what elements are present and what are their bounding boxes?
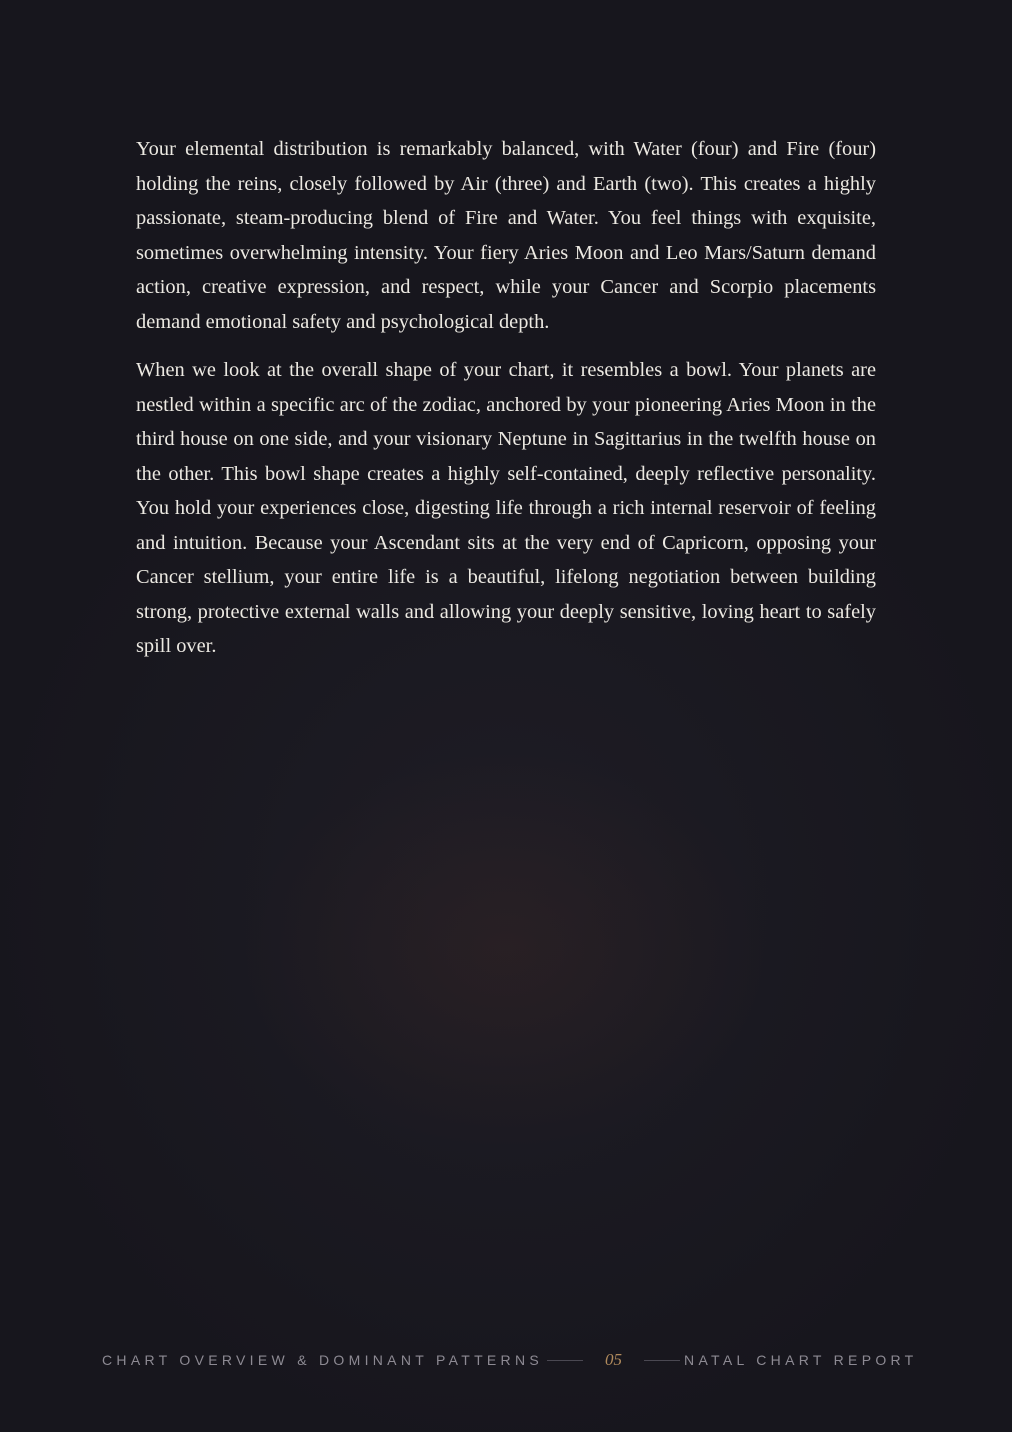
paragraph-elemental-distribution: Your elemental distribution is remarkably balanced, with Water (four) and Fire (four) holding the reins, closely followed by Air (three) and Earth (two). This creates a highly passionate, steam-producing blend of Fire and Water. You feel things with exquisite, sometimes overwhelming intensity. Your fiery Aries Moon and Leo Mars/Saturn demand action, creative expression, and respect, while your Cancer and Scorpio placements demand emotional safety and psychological depth. [136,138,876,333]
page-footer [102,1347,918,1373]
footer-divider-left [547,1360,583,1361]
footer-section-title: CHART OVERVIEW & DOMINANT PATTERNS [102,1352,544,1368]
paragraph-chart-shape: When we look at the overall shape of your chart, it resembles a bowl. Your planets are nestled within a specific arc of the zodiac, anchored by your pioneering Aries Moon in the third house on one side, and your visionary Neptune in Sagittarius in the twelfth house on the other. This bowl shape creates a highly self-contained, deeply reflective personality. You hold your experiences close, digesting life through a rich internal reservoir of feeling and intuition. Because your Ascendant sits at the very end of Capricorn, opposing your Cancer stellium, your entire life is a beautiful, lifelong negotiation between building strong, protective external walls and allowing your deeply sensitive, loving heart to safely spill over. [136,359,876,657]
footer-report-title: NATAL CHART REPORT [684,1352,918,1368]
footer-page-number: 05 [605,1350,623,1369]
body-text [136,132,876,678]
footer-divider-right [644,1360,680,1361]
